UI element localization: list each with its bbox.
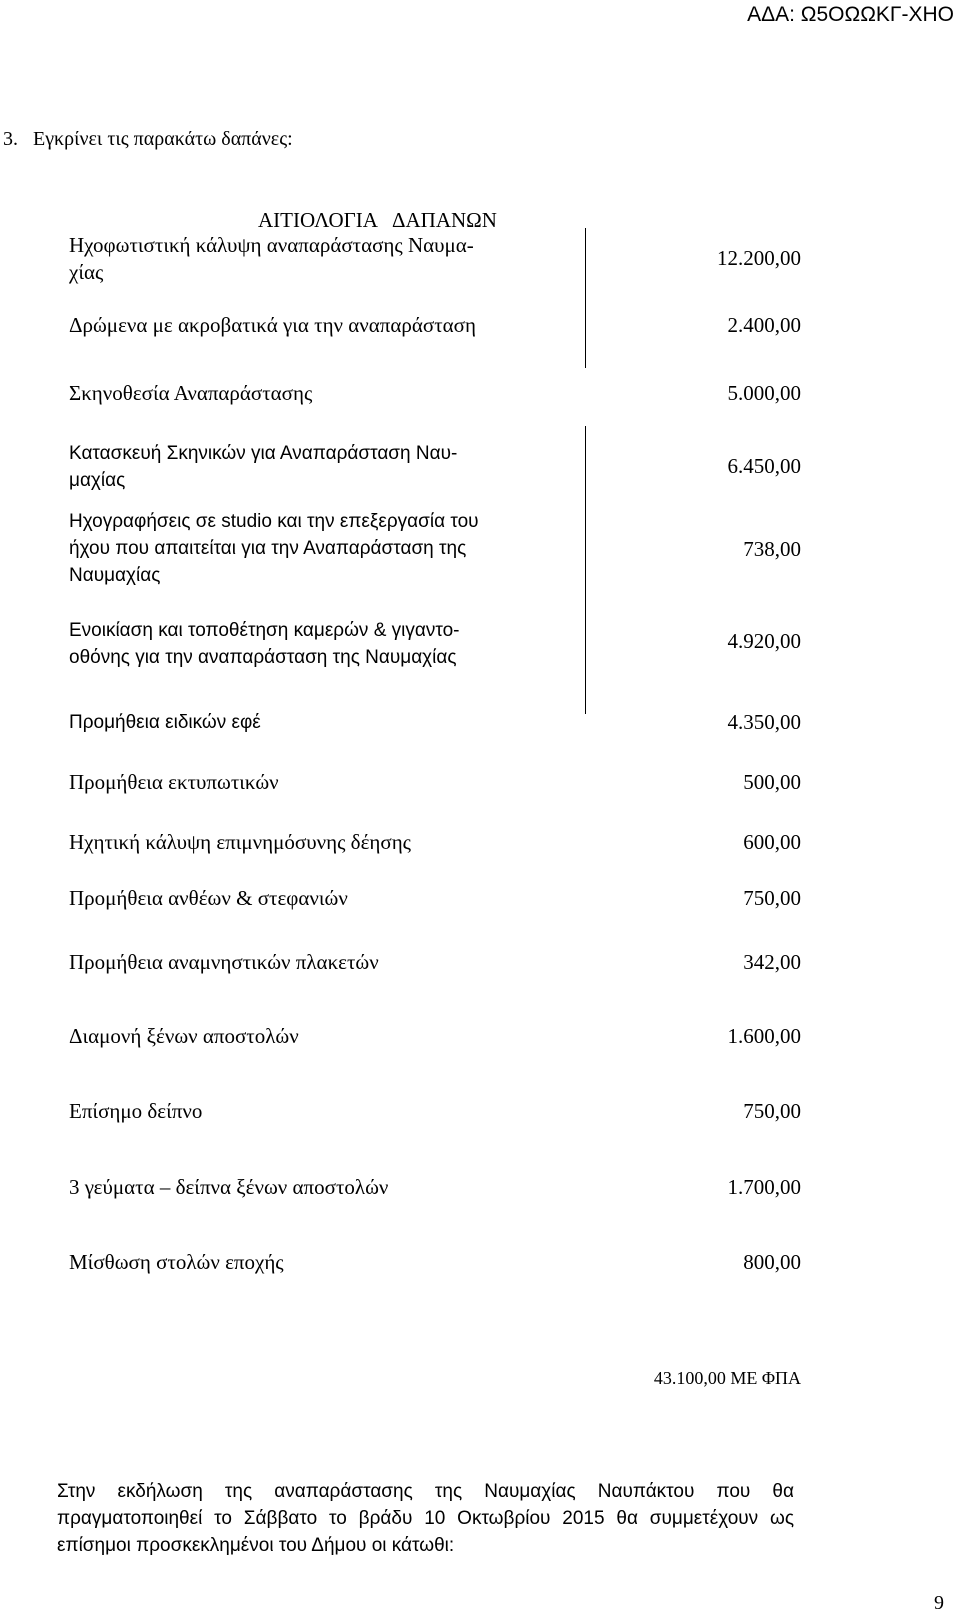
table-divider <box>585 228 586 368</box>
expense-label: Σκηνοθεσία Αναπαράστασης <box>69 381 313 405</box>
expense-label: Δρώμενα με ακροβατικά για την αναπαράσταση <box>69 313 476 337</box>
expense-label: Ηχοφωτιστική κάλυψη αναπαράστασης Ναυμα- χίας <box>69 233 474 284</box>
expense-amount: 2.400,00 <box>727 313 801 337</box>
closing-paragraph: Στην εκδήλωση της αναπαράστασης της Ναυμαχίας Ναυπάκτου που θα πραγματοποιηθεί το Σάββατο το βράδυ 10 Οκτωβρίου 2015 θα συμμετέχουν ως επίσημοι προσκεκλημένοι του Δήμου οι κάτωθι: <box>57 1481 794 1556</box>
expense-amount: 1.700,00 <box>727 1175 801 1199</box>
expense-amount: 750,00 <box>743 886 801 910</box>
expense-amount: 6.450,00 <box>727 454 801 478</box>
expense-label: 3 γεύματα – δείπνα ξένων αποστολών <box>69 1175 389 1199</box>
expense-label: Προμήθεια ειδικών εφέ <box>69 712 261 733</box>
expense-amount: 5.000,00 <box>727 381 801 405</box>
table-divider <box>585 426 586 714</box>
expense-amount: 750,00 <box>743 1099 801 1123</box>
expense-label: Διαμονή ξένων αποστολών <box>69 1024 299 1048</box>
expense-label: Κατασκευή Σκηνικών για Αναπαράσταση Ναυ- μαχίας <box>69 443 458 491</box>
expense-amount: 12.200,00 <box>717 246 801 270</box>
table-heading <box>258 208 497 233</box>
expense-label: Ηχογραφήσεις σε studio και την επεξεργασία του ήχου που απαιτείται για την Αναπαράσταση της Ναυμαχίας <box>69 511 479 586</box>
expense-label: Μίσθωση στολών εποχής <box>69 1250 284 1274</box>
table-heading-part1: ΑΙΤΙΟΛΟΓΙΑ <box>258 208 378 232</box>
expense-amount: 738,00 <box>743 537 801 561</box>
ada-code: ΑΔΑ: Ω5ΟΩΩΚΓ-ΧΗΟ <box>747 3 954 26</box>
expense-label: Προμήθεια αναμνηστικών πλακετών <box>69 950 379 974</box>
expense-label: Ενοικίαση και τοποθέτηση καμερών & γιγαντο- οθόνης για την αναπαράσταση της Ναυμαχίας <box>69 620 460 668</box>
expense-amount: 4.920,00 <box>727 629 801 653</box>
expense-label: Επίσημο δείπνο <box>69 1099 203 1123</box>
expense-amount: 600,00 <box>743 830 801 854</box>
table-heading-part2: ΔΑΠΑΝΩΝ <box>391 208 497 232</box>
expense-amount: 800,00 <box>743 1250 801 1274</box>
expense-label: Προμήθεια ανθέων & στεφανιών <box>69 886 348 910</box>
expense-label: Προμήθεια εκτυπωτικών <box>69 770 279 794</box>
expense-label: Ηχητική κάλυψη επιμνημόσυνης δέησης <box>69 830 411 854</box>
total-amount: 43.100,00 ΜΕ ΦΠΑ <box>653 1368 801 1388</box>
expense-amount: 500,00 <box>743 770 801 794</box>
page-number: 9 <box>934 1592 944 1614</box>
expense-amount: 1.600,00 <box>727 1024 801 1048</box>
expense-amount: 4.350,00 <box>727 710 801 734</box>
section-intro: 3. Εγκρίνει τις παρακάτω δαπάνες: <box>3 128 293 150</box>
expense-amount: 342,00 <box>743 950 801 974</box>
